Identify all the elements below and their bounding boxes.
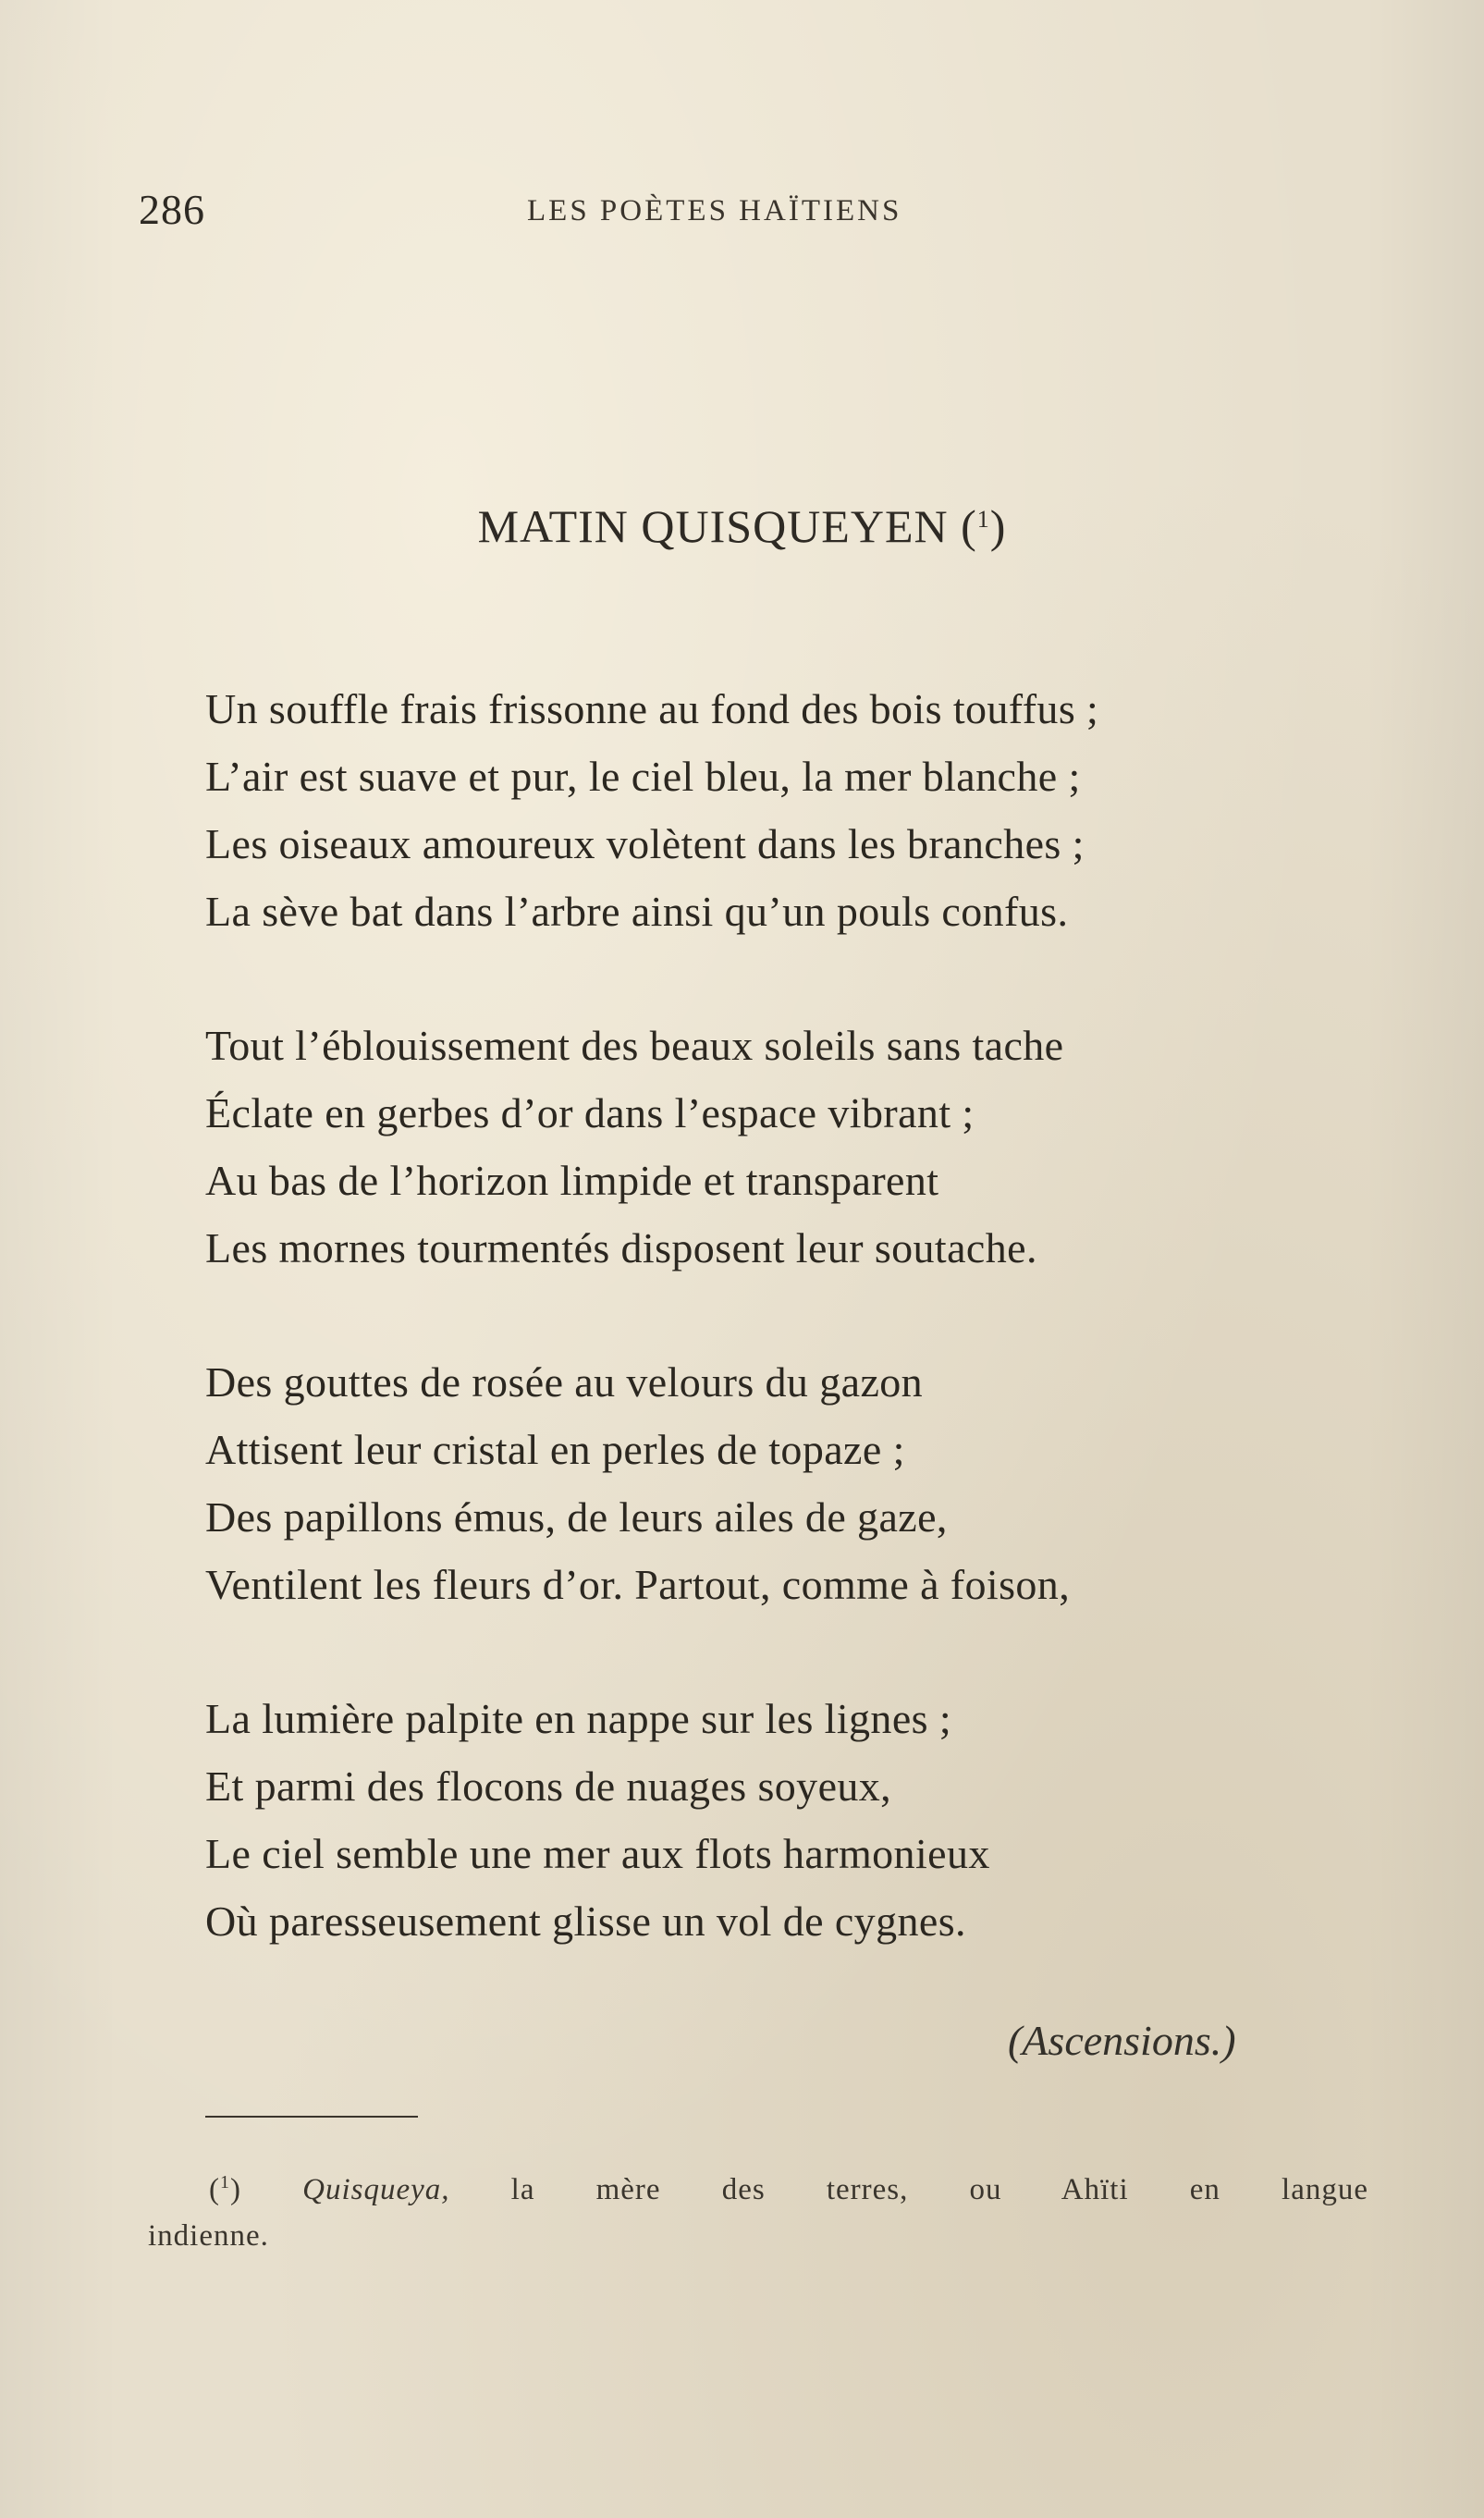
poem-title-text: MATIN QUISQUEYEN xyxy=(477,500,949,552)
source-citation: (Ascensions.) xyxy=(1008,2017,1236,2064)
verse-line: L’air est suave et pur, le ciel bleu, la mer blanche ; xyxy=(205,753,1081,800)
running-title: LES POÈTES HAÏTIENS xyxy=(527,194,902,227)
verse-line: Attisent leur cristal en perles de topaze ; xyxy=(205,1426,905,1473)
footnote xyxy=(148,2159,1368,2259)
poem-body xyxy=(205,675,1389,2021)
stanza-3 xyxy=(205,1348,1389,1618)
footnote-line-1 xyxy=(148,2159,1368,2213)
footnote-term: Quisqueya, xyxy=(302,2173,450,2206)
stanza-2 xyxy=(205,1012,1389,1282)
verse-line: Tout l’éblouissement des beaux soleils sans tache xyxy=(205,1022,1064,1069)
verse-line: Le ciel semble une mer aux flots harmonieux xyxy=(205,1830,990,1877)
verse-line: Au bas de l’horizon limpide et transparent xyxy=(205,1157,939,1204)
verse-line: Ventilent les fleurs d’or. Partout, comme à foison, xyxy=(205,1561,1071,1608)
poem-note-ref: 1 xyxy=(976,506,990,533)
stanza-1 xyxy=(205,675,1389,945)
verse-line: La sève bat dans l’arbre ainsi qu’un pouls confus. xyxy=(205,888,1069,935)
footnote-text: la mère des terres, ou Ahïti en langue xyxy=(510,2173,1369,2206)
footnote-mark: ($^1$) xyxy=(209,2172,241,2206)
verse-line: Des gouttes de rosée au velours du gazon xyxy=(205,1358,924,1406)
verse-line: La lumière palpite en nappe sur les lignes ; xyxy=(205,1695,952,1742)
verse-line: Des papillons émus, de leurs ailes de gaze, xyxy=(205,1493,948,1541)
footnote-line-2: indienne. xyxy=(148,2219,269,2253)
verse-line: Un souffle frais frissonne au fond des bois touffus ; xyxy=(205,685,1099,732)
verse-line: Les oiseaux amoureux volètent dans les branches ; xyxy=(205,820,1085,867)
running-head xyxy=(139,185,1368,240)
page-number: 286 xyxy=(139,186,205,233)
footnote-divider xyxy=(205,2116,418,2118)
verse-line: Et parmi des flocons de nuages soyeux, xyxy=(205,1763,892,1810)
footnote-mark-number: 1 xyxy=(220,2172,230,2193)
verse-line: Les mornes tourmentés disposent leur soutache. xyxy=(205,1224,1037,1271)
poem-title: MATIN QUISQUEYEN ($^1$) xyxy=(477,500,1007,552)
stanza-4 xyxy=(205,1685,1389,1955)
verse-line: Où paresseusement glisse un vol de cygnes. xyxy=(205,1898,966,1945)
verse-line: Éclate en gerbes d’or dans l’espace vibrant ; xyxy=(205,1089,975,1136)
